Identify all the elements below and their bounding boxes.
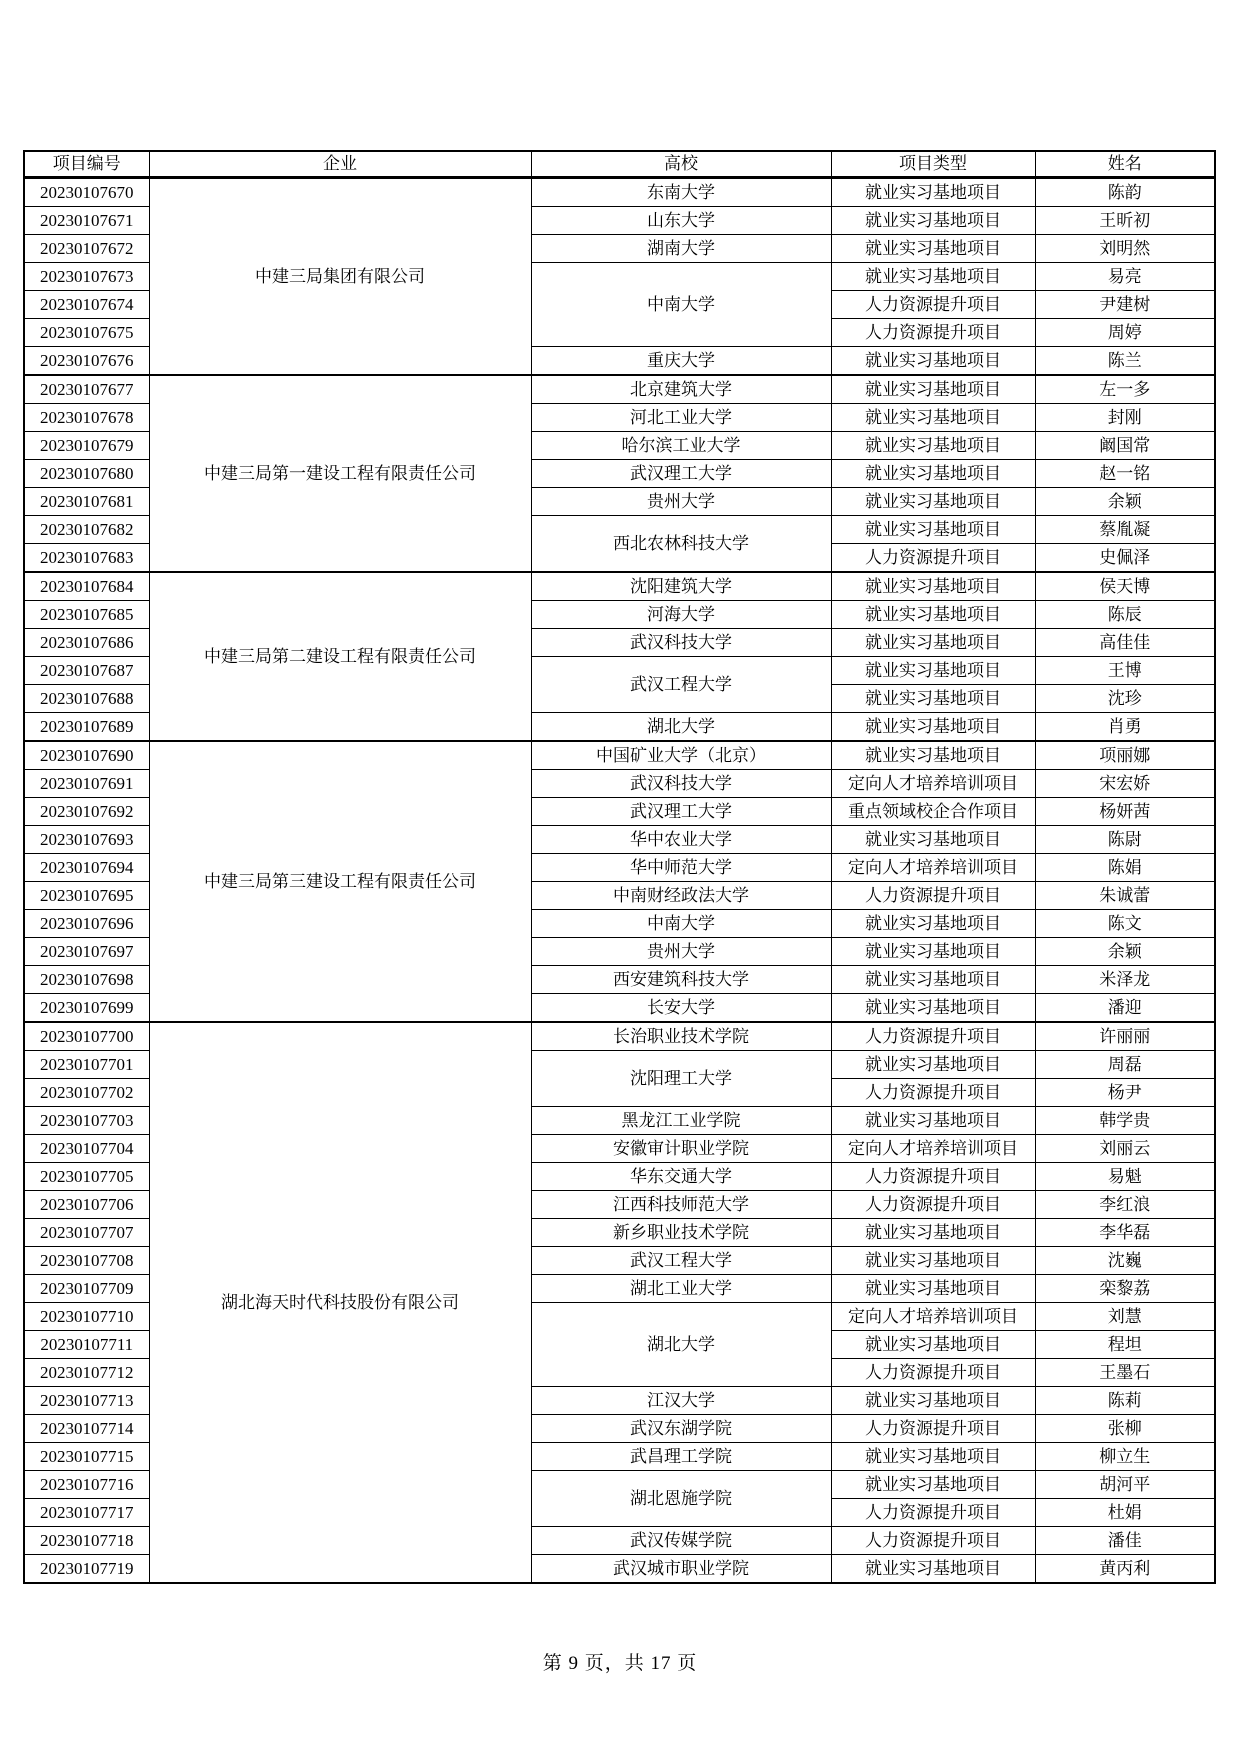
person-name-cell: 封刚 [1035,404,1215,432]
university-cell: 黑龙江工业学院 [531,1107,831,1135]
project-type-cell: 就业实习基地项目 [831,432,1035,460]
header-person-name: 姓名 [1035,151,1215,178]
project-type-cell: 就业实习基地项目 [831,938,1035,966]
university-cell: 长安大学 [531,994,831,1023]
project-id-cell: 20230107688 [24,685,149,713]
project-id-cell: 20230107694 [24,854,149,882]
project-id-cell: 20230107715 [24,1443,149,1471]
project-type-cell: 就业实习基地项目 [831,347,1035,376]
project-id-cell: 20230107682 [24,516,149,544]
person-name-cell: 陈文 [1035,910,1215,938]
project-type-cell: 人力资源提升项目 [831,1359,1035,1387]
person-name-cell: 张柳 [1035,1415,1215,1443]
company-cell: 中建三局第二建设工程有限责任公司 [149,572,531,741]
project-id-cell: 20230107681 [24,488,149,516]
university-cell: 沈阳理工大学 [531,1051,831,1107]
university-cell: 武汉城市职业学院 [531,1555,831,1584]
project-type-cell: 就业实习基地项目 [831,1555,1035,1584]
project-type-cell: 重点领域校企合作项目 [831,798,1035,826]
project-id-cell: 20230107680 [24,460,149,488]
university-cell: 中南大学 [531,910,831,938]
person-name-cell: 肖勇 [1035,713,1215,742]
person-name-cell: 史佩泽 [1035,544,1215,573]
person-name-cell: 柳立生 [1035,1443,1215,1471]
project-type-cell: 人力资源提升项目 [831,1415,1035,1443]
person-name-cell: 韩学贵 [1035,1107,1215,1135]
person-name-cell: 程坦 [1035,1331,1215,1359]
person-name-cell: 杨尹 [1035,1079,1215,1107]
university-cell: 北京建筑大学 [531,375,831,404]
project-id-cell: 20230107677 [24,375,149,404]
project-type-cell: 就业实习基地项目 [831,375,1035,404]
person-name-cell: 侯天博 [1035,572,1215,601]
project-id-cell: 20230107706 [24,1191,149,1219]
project-type-cell: 就业实习基地项目 [831,488,1035,516]
project-id-cell: 20230107676 [24,347,149,376]
person-name-cell: 周磊 [1035,1051,1215,1079]
university-cell: 西北农林科技大学 [531,516,831,573]
project-id-cell: 20230107686 [24,629,149,657]
university-cell: 武昌理工学院 [531,1443,831,1471]
project-id-cell: 20230107713 [24,1387,149,1415]
person-name-cell: 周婷 [1035,319,1215,347]
project-type-cell: 就业实习基地项目 [831,741,1035,770]
project-type-cell: 就业实习基地项目 [831,1471,1035,1499]
university-cell: 河海大学 [531,601,831,629]
person-name-cell: 余颖 [1035,938,1215,966]
university-cell: 华中农业大学 [531,826,831,854]
person-name-cell: 刘明然 [1035,235,1215,263]
table-row [24,741,1215,770]
project-id-cell: 20230107719 [24,1555,149,1584]
person-name-cell: 王墨石 [1035,1359,1215,1387]
university-cell: 湖北大学 [531,713,831,742]
person-name-cell: 赵一铭 [1035,460,1215,488]
table-row [24,572,1215,601]
person-name-cell: 朱诚蕾 [1035,882,1215,910]
person-name-cell: 胡河平 [1035,1471,1215,1499]
university-cell: 华中师范大学 [531,854,831,882]
project-id-cell: 20230107675 [24,319,149,347]
project-type-cell: 就业实习基地项目 [831,601,1035,629]
project-id-cell: 20230107705 [24,1163,149,1191]
university-cell: 新乡职业技术学院 [531,1219,831,1247]
project-type-cell: 就业实习基地项目 [831,1331,1035,1359]
project-id-cell: 20230107691 [24,770,149,798]
person-name-cell: 易魁 [1035,1163,1215,1191]
project-type-cell: 就业实习基地项目 [831,685,1035,713]
project-type-cell: 就业实习基地项目 [831,1275,1035,1303]
person-name-cell: 沈珍 [1035,685,1215,713]
table-row [24,1022,1215,1051]
person-name-cell: 王昕初 [1035,207,1215,235]
person-name-cell: 杜娟 [1035,1499,1215,1527]
project-type-cell: 就业实习基地项目 [831,994,1035,1023]
project-type-cell: 人力资源提升项目 [831,1079,1035,1107]
person-name-cell: 蔡胤凝 [1035,516,1215,544]
university-cell: 东南大学 [531,178,831,207]
university-cell: 河北工业大学 [531,404,831,432]
project-type-cell: 人力资源提升项目 [831,1191,1035,1219]
person-name-cell: 陈莉 [1035,1387,1215,1415]
person-name-cell: 阚国常 [1035,432,1215,460]
person-name-cell: 潘佳 [1035,1527,1215,1555]
university-cell: 武汉理工大学 [531,460,831,488]
project-type-cell: 定向人才培养培训项目 [831,1303,1035,1331]
university-cell: 中国矿业大学（北京） [531,741,831,770]
project-type-cell: 就业实习基地项目 [831,1443,1035,1471]
project-type-cell: 就业实习基地项目 [831,572,1035,601]
university-cell: 哈尔滨工业大学 [531,432,831,460]
person-name-cell: 余颖 [1035,488,1215,516]
project-id-cell: 20230107690 [24,741,149,770]
person-name-cell: 王博 [1035,657,1215,685]
project-id-cell: 20230107695 [24,882,149,910]
university-cell: 中南大学 [531,263,831,347]
person-name-cell: 栾黎荔 [1035,1275,1215,1303]
university-cell: 湖北工业大学 [531,1275,831,1303]
project-id-cell: 20230107717 [24,1499,149,1527]
project-type-cell: 人力资源提升项目 [831,1163,1035,1191]
project-type-cell: 就业实习基地项目 [831,1219,1035,1247]
person-name-cell: 尹建树 [1035,291,1215,319]
project-type-cell: 就业实习基地项目 [831,1247,1035,1275]
person-name-cell: 陈尉 [1035,826,1215,854]
person-name-cell: 易亮 [1035,263,1215,291]
project-type-cell: 就业实习基地项目 [831,404,1035,432]
university-cell: 湖南大学 [531,235,831,263]
university-cell: 长治职业技术学院 [531,1022,831,1051]
person-name-cell: 李红浪 [1035,1191,1215,1219]
project-type-cell: 就业实习基地项目 [831,460,1035,488]
project-type-cell: 就业实习基地项目 [831,263,1035,291]
university-cell: 武汉工程大学 [531,1247,831,1275]
project-id-cell: 20230107674 [24,291,149,319]
table-header [24,151,1215,178]
project-type-cell: 人力资源提升项目 [831,1022,1035,1051]
university-cell: 重庆大学 [531,347,831,376]
person-name-cell: 项丽娜 [1035,741,1215,770]
person-name-cell: 潘迎 [1035,994,1215,1023]
project-type-cell: 就业实习基地项目 [831,178,1035,207]
project-id-cell: 20230107712 [24,1359,149,1387]
person-name-cell: 陈兰 [1035,347,1215,376]
project-type-cell: 就业实习基地项目 [831,629,1035,657]
project-id-cell: 20230107696 [24,910,149,938]
project-id-cell: 20230107670 [24,178,149,207]
university-cell: 江汉大学 [531,1387,831,1415]
table-row [24,178,1215,207]
university-cell: 武汉科技大学 [531,770,831,798]
person-name-cell: 高佳佳 [1035,629,1215,657]
university-cell: 湖北恩施学院 [531,1471,831,1527]
project-type-cell: 就业实习基地项目 [831,713,1035,742]
project-type-cell: 定向人才培养培训项目 [831,770,1035,798]
university-cell: 武汉科技大学 [531,629,831,657]
project-type-cell: 定向人才培养培训项目 [831,1135,1035,1163]
person-name-cell: 陈韵 [1035,178,1215,207]
person-name-cell: 陈辰 [1035,601,1215,629]
project-type-cell: 就业实习基地项目 [831,910,1035,938]
company-cell: 湖北海天时代科技股份有限公司 [149,1022,531,1583]
header-university: 高校 [531,151,831,178]
project-id-cell: 20230107683 [24,544,149,573]
project-id-cell: 20230107687 [24,657,149,685]
university-cell: 武汉东湖学院 [531,1415,831,1443]
project-id-cell: 20230107716 [24,1471,149,1499]
project-id-cell: 20230107693 [24,826,149,854]
header-row [24,151,1215,178]
company-cell: 中建三局第三建设工程有限责任公司 [149,741,531,1022]
project-roster-table [23,150,1216,1584]
project-id-cell: 20230107699 [24,994,149,1023]
project-table-body [24,178,1215,1584]
project-type-cell: 就业实习基地项目 [831,235,1035,263]
project-id-cell: 20230107697 [24,938,149,966]
university-cell: 贵州大学 [531,488,831,516]
project-type-cell: 就业实习基地项目 [831,826,1035,854]
project-id-cell: 20230107701 [24,1051,149,1079]
project-type-cell: 就业实习基地项目 [831,1051,1035,1079]
university-cell: 山东大学 [531,207,831,235]
project-type-cell: 就业实习基地项目 [831,516,1035,544]
project-id-cell: 20230107704 [24,1135,149,1163]
project-type-cell: 就业实习基地项目 [831,1387,1035,1415]
project-id-cell: 20230107678 [24,404,149,432]
project-id-cell: 20230107684 [24,572,149,601]
company-cell: 中建三局第一建设工程有限责任公司 [149,375,531,572]
header-project-type: 项目类型 [831,151,1035,178]
project-id-cell: 20230107707 [24,1219,149,1247]
person-name-cell: 杨妍茜 [1035,798,1215,826]
person-name-cell: 刘丽云 [1035,1135,1215,1163]
university-cell: 安徽审计职业学院 [531,1135,831,1163]
project-id-cell: 20230107718 [24,1527,149,1555]
person-name-cell: 宋宏娇 [1035,770,1215,798]
project-id-cell: 20230107685 [24,601,149,629]
project-type-cell: 定向人才培养培训项目 [831,854,1035,882]
header-project-id: 项目编号 [24,151,149,178]
university-cell: 武汉理工大学 [531,798,831,826]
project-id-cell: 20230107709 [24,1275,149,1303]
project-id-cell: 20230107711 [24,1331,149,1359]
person-name-cell: 陈娟 [1035,854,1215,882]
table-row [24,375,1215,404]
project-id-cell: 20230107692 [24,798,149,826]
project-id-cell: 20230107700 [24,1022,149,1051]
university-cell: 沈阳建筑大学 [531,572,831,601]
project-type-cell: 人力资源提升项目 [831,882,1035,910]
university-cell: 武汉传媒学院 [531,1527,831,1555]
university-cell: 江西科技师范大学 [531,1191,831,1219]
project-id-cell: 20230107689 [24,713,149,742]
company-cell: 中建三局集团有限公司 [149,178,531,376]
project-type-cell: 人力资源提升项目 [831,544,1035,573]
project-id-cell: 20230107671 [24,207,149,235]
person-name-cell: 米泽龙 [1035,966,1215,994]
university-cell: 华东交通大学 [531,1163,831,1191]
person-name-cell: 沈巍 [1035,1247,1215,1275]
project-type-cell: 就业实习基地项目 [831,966,1035,994]
university-cell: 湖北大学 [531,1303,831,1387]
project-id-cell: 20230107672 [24,235,149,263]
project-type-cell: 就业实习基地项目 [831,1107,1035,1135]
project-type-cell: 就业实习基地项目 [831,207,1035,235]
project-type-cell: 人力资源提升项目 [831,291,1035,319]
university-cell: 贵州大学 [531,938,831,966]
university-cell: 中南财经政法大学 [531,882,831,910]
person-name-cell: 李华磊 [1035,1219,1215,1247]
project-id-cell: 20230107708 [24,1247,149,1275]
project-id-cell: 20230107714 [24,1415,149,1443]
person-name-cell: 黄丙利 [1035,1555,1215,1584]
project-id-cell: 20230107679 [24,432,149,460]
person-name-cell: 许丽丽 [1035,1022,1215,1051]
project-type-cell: 人力资源提升项目 [831,1527,1035,1555]
project-id-cell: 20230107702 [24,1079,149,1107]
project-type-cell: 人力资源提升项目 [831,1499,1035,1527]
project-id-cell: 20230107673 [24,263,149,291]
page-number-footer: 第 9 页，共 17 页 [542,1653,698,1674]
project-id-cell: 20230107710 [24,1303,149,1331]
university-cell: 武汉工程大学 [531,657,831,713]
person-name-cell: 刘慧 [1035,1303,1215,1331]
university-cell: 西安建筑科技大学 [531,966,831,994]
project-id-cell: 20230107703 [24,1107,149,1135]
project-type-cell: 就业实习基地项目 [831,657,1035,685]
person-name-cell: 左一多 [1035,375,1215,404]
project-id-cell: 20230107698 [24,966,149,994]
header-enterprise: 企业 [149,151,531,178]
project-type-cell: 人力资源提升项目 [831,319,1035,347]
